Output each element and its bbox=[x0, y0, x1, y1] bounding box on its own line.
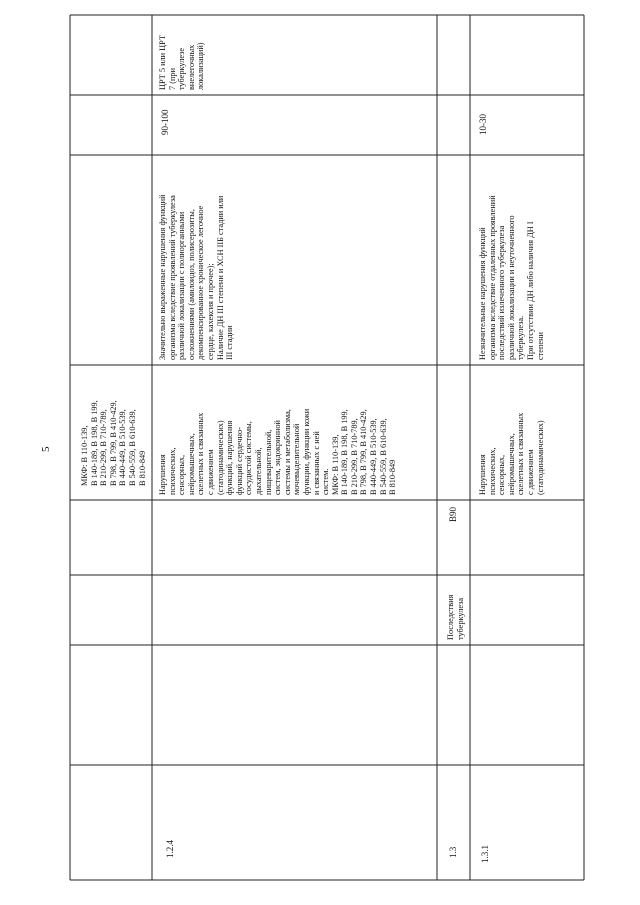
row-1-2-4-icf-text: Нарушения психических, сенсорных, нейромышечных, скелетных и связанных с движением (статодинамических) функций, нарушения функций сердечно- сосудистой системы, дыхательной, пищеварительной, систем, эндокринной системы и метаболизма, мочевыделительной функции, функции кожи и связанных с ней систем. МКФ: В 110-139, В 140-189, В 198, В 199, В 210-299, В 710-789, В 798, В 799, В 410-429, В 440-449, В 510-539, В 540-559, В 610-639, В 810-849 bbox=[158, 408, 398, 495]
row-1-2-4-description: Значительно выраженные нарушения функций организма вследствие проявлений туберкулеза различной локализации с полиорганными осложнениями (амилоидоз, полисерозиты, декомпенсированное хроническое легочное сердце, кахексия и прочее); Наличие ДН III степени и ХСН IIБ стадии или III стадии bbox=[158, 194, 235, 360]
row-code-1-3: 1.3 bbox=[448, 846, 458, 858]
page-number: 5 bbox=[40, 446, 52, 452]
cont-icf-text: МКФ: В 110-139, В 140-189, В 198, В 199, В 210-299, В 710-789, В 798, В 799, В 410-429, В 440-449, В 510-539, В 540-559, В 610-639, В 810-849 bbox=[80, 400, 147, 486]
row-1-2-4-note: ЦРТ 5 или ЦРТ 7 (при туберкулезе внелегочных локализаций) bbox=[158, 35, 206, 90]
row-code-1-3-1: 1.3.1 bbox=[480, 845, 490, 863]
row-1-3-icd: В90 bbox=[448, 506, 458, 522]
row-1-3-1-icf-text: Нарушения психических, сенсорных, нейромышечных, скелетных и связанных с движением (статодинамических) bbox=[478, 412, 545, 495]
row-1-3-disease: Последствия туберкулеза bbox=[446, 594, 465, 640]
row-code-1-2-4: 1.2.4 bbox=[165, 840, 175, 858]
row-1-3-1-percent: 10-30 bbox=[478, 114, 488, 135]
row-1-3-1-description: Незначительные нарушения функций организма вследствие отдаленных проявлений последствий излеченного туберкулеза различной локализации и неуточненного туберкулеза. При отсутствии ДН либо наличия ДН I степени bbox=[478, 195, 545, 360]
row-1-2-4-percent: 90-100 bbox=[160, 109, 170, 135]
